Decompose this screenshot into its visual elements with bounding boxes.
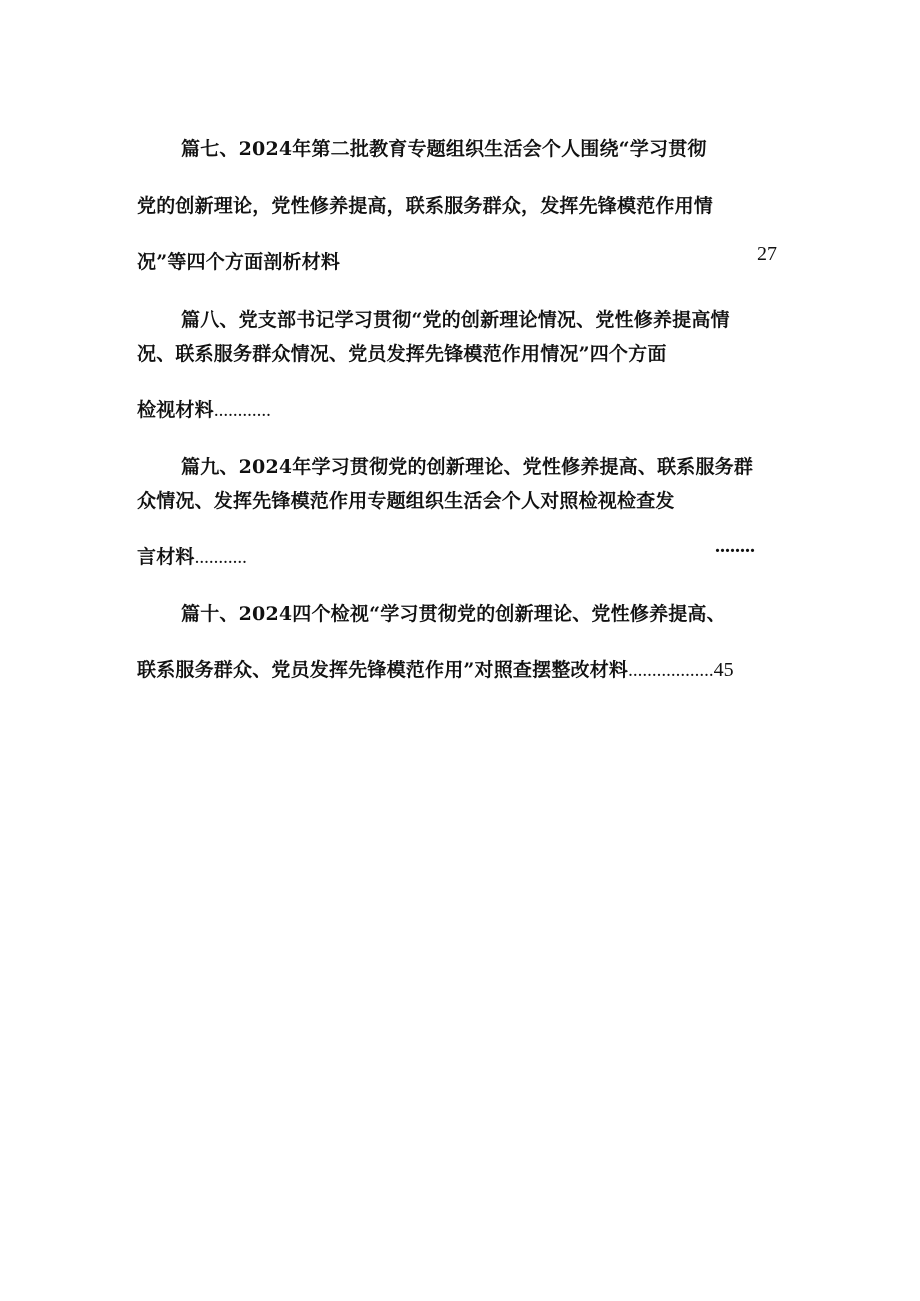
toc-entry-8-title-tail: 检视材料 (137, 399, 214, 421)
toc-entry-8-line-3 (137, 398, 271, 423)
toc-entry-7-line-1: 篇七、2024年第二批教育专题组织生活会个人围绕“学习贯彻 (181, 138, 707, 160)
toc-entry-10-page-number: 45 (713, 659, 734, 681)
toc-entry-9-leader-dots: ........... (194, 547, 247, 568)
toc-entry-7-line-3: 况”等四个方面剖析材料 (137, 251, 341, 273)
toc-entry-7-page-number: 27 (757, 243, 777, 265)
toc-entry-10-line-2 (137, 658, 734, 683)
toc-entry-9-title-tail: 言材料 (137, 546, 195, 568)
toc-entry-10-title-tail: 联系服务群众、党员发挥先锋模范作用”对照查摆整改材料 (137, 659, 629, 681)
toc-entry-8-line-1: 篇八、党支部书记学习贯彻“党的创新理论情况、党性修养提高情 (181, 309, 730, 331)
toc-entry-9-line-1: 篇九、2024年学习贯彻党的创新理论、党性修养提高、联系服务群 (181, 456, 754, 478)
toc-entry-10-leader-dots: .................. (628, 660, 714, 681)
toc-entry-9-line-3 (137, 545, 247, 570)
toc-entry-8-leader-dots: ............ (213, 400, 271, 421)
toc-entry-7-line-2: 党的创新理论，党性修养提高，联系服务群众，发挥先锋模范作用情 (137, 195, 714, 217)
toc-entry-10-line-1: 篇十、2024四个检视“学习贯彻党的创新理论、党性修养提高、 (181, 603, 726, 625)
toc-entry-8-line-2: 况、联系服务群众情况、党员发挥先锋模范作用情况”四个方面 (137, 343, 667, 365)
toc-entry-9-leader-dots-right: ........ (715, 535, 755, 557)
toc-entry-9-line-2: 众情况、发挥先锋模范作用专题组织生活会个人对照检视检查发 (137, 490, 675, 512)
